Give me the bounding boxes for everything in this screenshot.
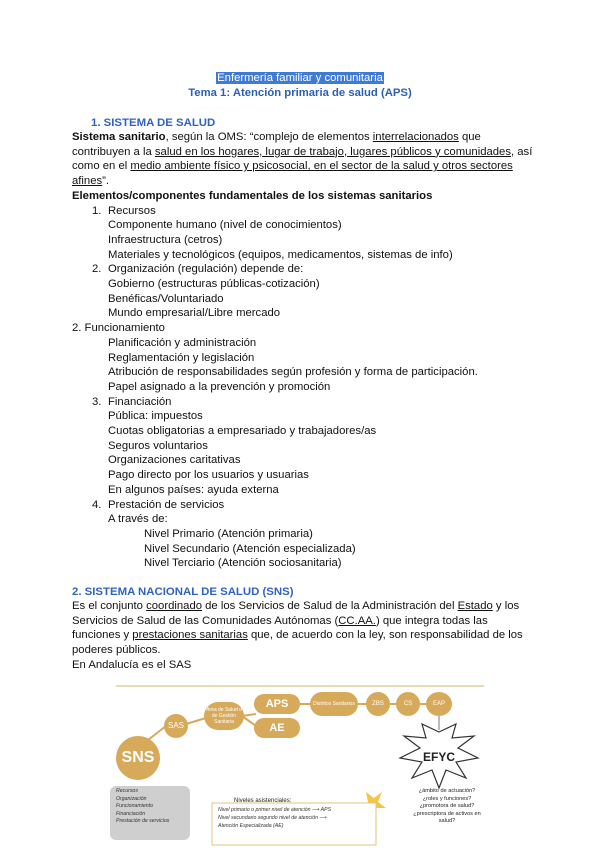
sub-item: A través de: (108, 513, 168, 526)
area-node: Área de Salud o de Gestión Sanitaria (204, 702, 244, 730)
sub-item: Gobierno (estructuras públicas-cotización) (108, 278, 320, 291)
course-title-text: Enfermería familiar y comunitaria (217, 72, 383, 84)
ae-node: AE (254, 718, 300, 738)
list-label: Organización (regulación) depende de: (108, 263, 304, 276)
sub-item: Materiales y tecnológicos (equipos, medicamentos, sistemas de info) (108, 248, 453, 261)
distritos-node: Distritos Sanitarios (310, 692, 358, 716)
topic-title: Tema 1: Atención primaria de salud (APS) (188, 87, 412, 99)
niveles-line: Nivel primario o primer nivel de atención ⟶ APS (218, 807, 332, 813)
sas-node: SAS (164, 714, 188, 738)
sub-item: Pago directo por los usuarios y usuarias (108, 469, 309, 482)
definition-text: ”. (102, 175, 110, 188)
andalucia-line: En Andalucía es el SAS (72, 658, 192, 671)
questions-box (402, 788, 492, 826)
definition-text: , así (510, 145, 533, 158)
definition-text: , según la OMS: “complejo de elementos (165, 131, 373, 143)
definition-line-2 (72, 145, 532, 160)
section2-body (72, 599, 532, 673)
efyc-label: EFYC (422, 750, 455, 764)
definition-line-4 (72, 174, 532, 189)
list-label: Financiación (108, 395, 172, 408)
definition-underline: medio ambiente físico y psicosocial, en el sector de la salud y otros sectores (130, 160, 513, 173)
recursos-item: Prestación de servicios (116, 818, 170, 825)
sns-text: Es el conjunto (72, 600, 147, 612)
sub-item: Componente humano (nivel de conocimientos) (108, 219, 342, 232)
definition-text: contribuyen a la (72, 145, 155, 158)
definition-line-3 (72, 159, 532, 174)
definition-term: Sistema sanitario (72, 131, 166, 143)
list-item-financiacion (72, 395, 532, 410)
sns-line-3 (72, 628, 532, 643)
recursos-box (116, 788, 190, 826)
sns-underline: Estado (457, 600, 493, 612)
definition-line-1 (72, 130, 532, 145)
sns-underline: CC.AA. (338, 614, 376, 627)
sub-item: Seguros voluntarios (108, 439, 208, 452)
aps-node: APS (254, 694, 300, 714)
list-item-funcionamiento: 2. Funcionamiento (72, 322, 165, 335)
sns-text: y los (492, 600, 520, 612)
section1-heading: 1. SISTEMA DE SALUD (91, 117, 216, 129)
recursos-item: Organización (116, 795, 147, 802)
niveles-line: Nivel secundario segundo nivel de atención ⟶ (218, 815, 327, 821)
list-item-organizacion (72, 262, 532, 277)
list-item-recursos (72, 204, 532, 219)
list-label: Prestación de servicios (108, 498, 225, 511)
recursos-item: Recursos (116, 788, 138, 794)
list-number: 1. (92, 204, 102, 217)
sns-text: que, de acuerdo con la ley, son responsabilidad de los (247, 629, 523, 642)
question-line: ¿ámbito de actuación? (418, 788, 476, 794)
sns-diagram (106, 680, 491, 846)
definition-underline: interrelacionados (372, 131, 459, 143)
sns-text: funciones y (72, 629, 133, 642)
cs-node: CS (396, 692, 420, 716)
sub-item: Pública: impuestos (108, 410, 203, 423)
definition-text: que (458, 131, 481, 143)
sub-item: Infraestructura (cetros) (108, 233, 223, 246)
sns-line-1 (72, 599, 532, 614)
sub-sub-item: Nivel Terciario (Atención sociosanitaria) (144, 557, 342, 570)
eap-node: EAP (426, 692, 452, 716)
definition-underline: salud en los hogares, lugar de trabajo, lugares públicos y comunidades (154, 145, 511, 158)
niveles-box (218, 806, 374, 830)
list-number: 2. (92, 263, 102, 276)
sub-item: Papel asignado a la prevención y promoción (108, 380, 331, 393)
recursos-item: Funcionamiento (116, 803, 153, 810)
sns-line-4: poderes públicos. (72, 644, 161, 657)
sub-item: Cuotas obligatorias a empresariado y trabajadores/as (108, 425, 377, 438)
course-title (0, 71, 600, 86)
sub-item: Organizaciones caritativas (108, 454, 241, 467)
sns-line-2 (72, 614, 532, 629)
sub-sub-item: Nivel Secundario (Atención especializada) (144, 542, 356, 555)
list-number: 4. (92, 498, 102, 511)
list-number: 3. (92, 395, 102, 408)
recursos-item: Financiación (116, 810, 146, 817)
sns-node: SNS (116, 736, 160, 780)
sns-text: Servicios de Salud de las Comunidades Autónomas ( (72, 614, 339, 627)
list-item-prestacion (72, 498, 532, 513)
niveles-title: Niveles asistenciales: (234, 798, 292, 804)
sub-item: Mundo empresarial/Libre mercado (108, 307, 281, 320)
definition-underline: afines (72, 175, 103, 188)
sns-text: ) que integra todas las (375, 614, 488, 627)
sns-underline: coordinado (146, 600, 203, 612)
sub-item: En algunos países: ayuda externa (108, 483, 279, 496)
question-line: ¿roles y funciones? (422, 795, 472, 802)
sub-item: Benéficas/Voluntariado (108, 292, 224, 305)
zbs-node: ZBS (366, 692, 390, 716)
sub-item: Reglamentación y legislación (108, 351, 255, 364)
sns-text: de los Servicios de Salud de la Administración del (202, 600, 458, 612)
elements-heading: Elementos/componentes fundamentales de los sistemas sanitarios (72, 189, 433, 202)
sub-item: Planificación y administración (108, 336, 257, 349)
question-line: salud? (438, 818, 456, 825)
niveles-line: Atención Especializada (AE) (218, 823, 284, 829)
definition-text: como en el (72, 160, 131, 173)
section1-body (72, 130, 532, 571)
sub-sub-item: Nivel Primario (Atención primaria) (144, 527, 313, 540)
sns-underline: prestaciones sanitarias (132, 629, 248, 642)
list-label: Recursos (108, 204, 156, 217)
sub-item: Atribución de responsabilidades según profesión y forma de participación. (108, 366, 478, 379)
question-line: ¿promotora de salud? (419, 803, 475, 810)
question-line: ¿prescriptora de activos en (413, 810, 481, 817)
section2-heading: 2. SISTEMA NACIONAL DE SALUD (SNS) (72, 586, 294, 598)
